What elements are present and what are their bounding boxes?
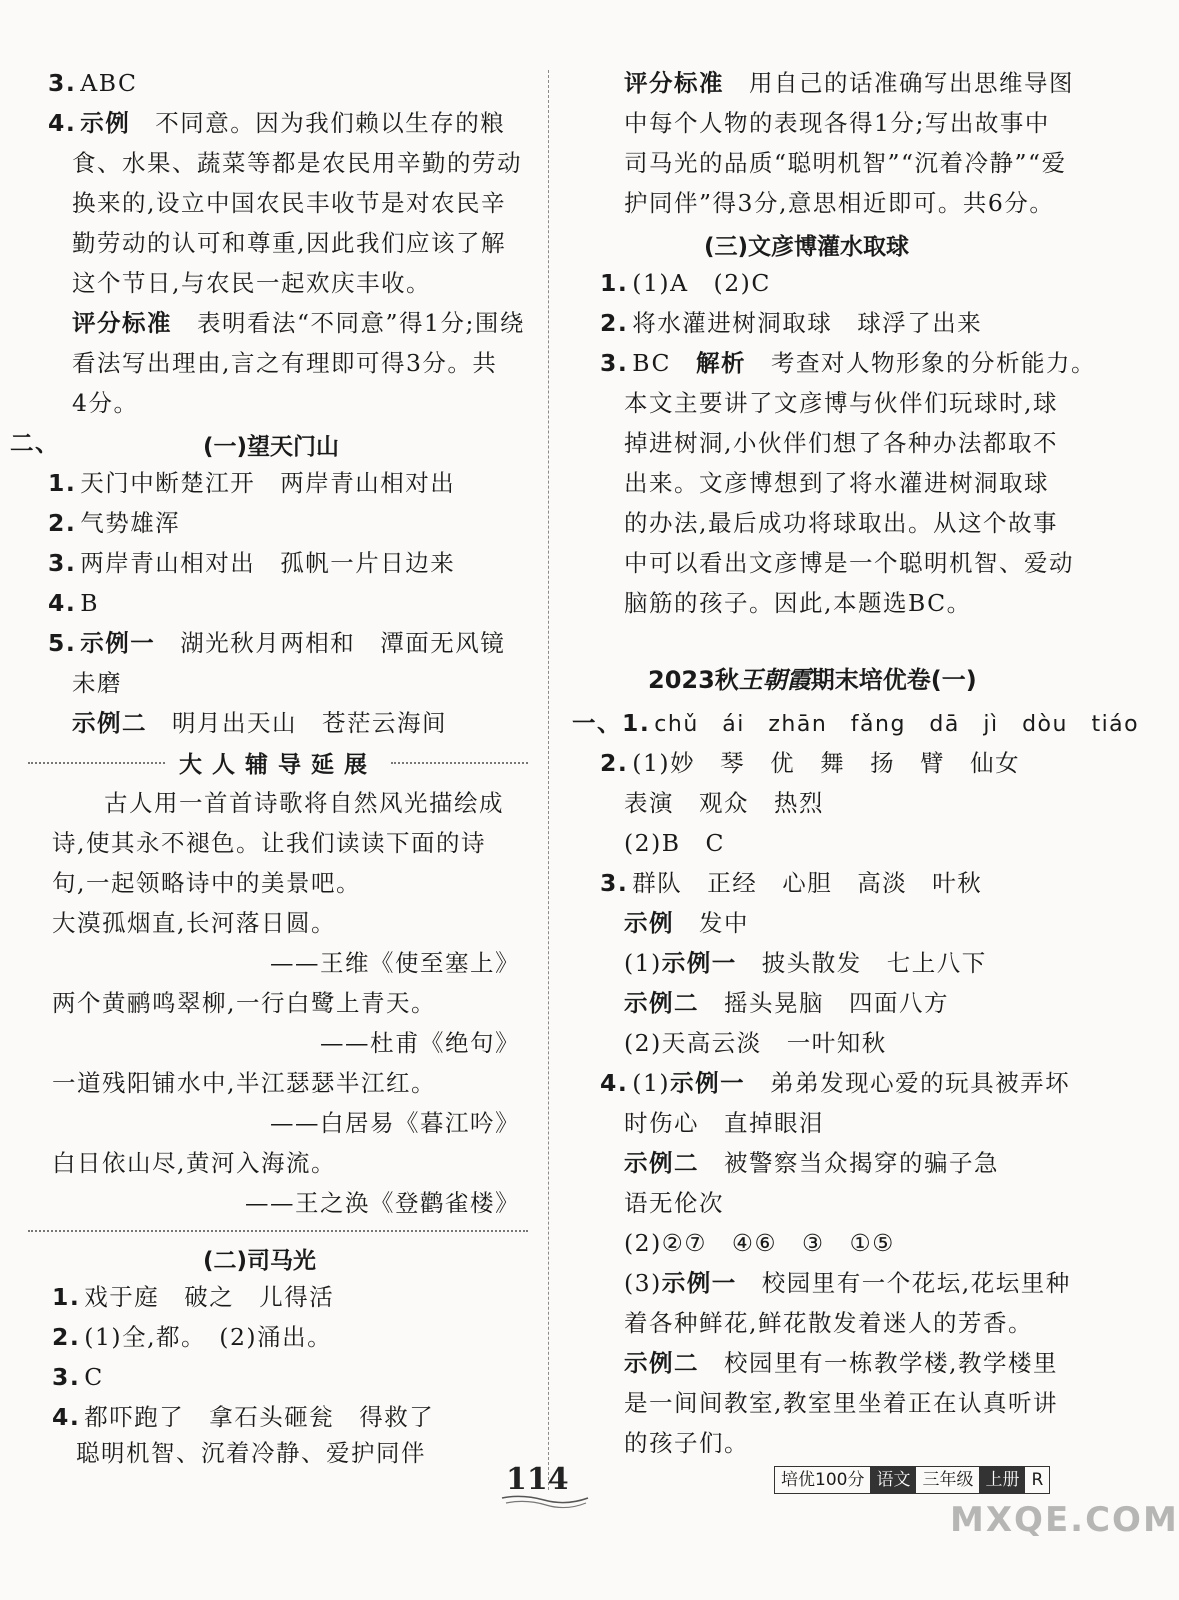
answer-4: 4. 都吓跑了 拿石头砸瓮 得救了 — [52, 1403, 435, 1431]
text-line: 中可以看出文彦博是一个聪明机智、爱动 — [624, 549, 1074, 577]
text-line: 着各种鲜花,鲜花散发着迷人的芳香。 — [624, 1309, 1033, 1337]
text-line: 护同伴”得3分,意思相近即可。共6分。 — [624, 189, 1055, 217]
dotted-rule — [28, 1230, 528, 1232]
answer-3: 3. 群队 正经 心胆 高淡 叶秋 — [600, 869, 983, 897]
answer-1: 1. 天门中断楚江开 两岸青山相对出 — [48, 469, 456, 497]
text-line: 本文主要讲了文彦博与伙伴们玩球时,球 — [624, 389, 1058, 417]
poem-line: 两个黄鹂鸣翠柳,一行白鹭上青天。 — [52, 989, 436, 1017]
watermark: MXQE.COM — [950, 1500, 1179, 1540]
dotted-rule — [391, 762, 528, 764]
section-title: (二)司马光 — [203, 1248, 317, 1274]
poem-source: ——王维《使至塞上》 — [270, 949, 520, 977]
example-2: 示例二 明月出天山 苍茫云海间 — [72, 709, 447, 737]
example-2: 示例二 被警察当众揭穿的骗子急 — [624, 1149, 999, 1177]
text-line: 4分。 — [72, 389, 139, 417]
text-line: 这个节日,与农民一起欢庆丰收。 — [72, 269, 431, 297]
tag-grade: 三年级 — [922, 1470, 974, 1490]
answer-4: 4. B — [48, 589, 100, 617]
text-line: 看法写出理由,言之有理即可得3分。共 — [72, 349, 498, 377]
tag-brand: 培优100分 — [781, 1470, 865, 1490]
answer-1: 1. (1)A (2)C — [600, 269, 771, 297]
text-line: 脑筋的孩子。因此,本题选BC。 — [624, 589, 972, 617]
text-line: 未磨 — [72, 669, 122, 697]
section-title: (三)文彦博灌水取球 — [704, 234, 910, 260]
scoring-standard: 评分标准 表明看法“不同意”得1分;围绕 — [72, 309, 525, 337]
example-1: (1)示例一 披头散发 七上八下 — [624, 949, 987, 977]
wave-ornament — [500, 1494, 590, 1508]
example-2: 示例二 摇头晃脑 四面八方 — [624, 989, 949, 1017]
extension-header — [28, 746, 528, 779]
example-1: (3)示例一 校园里有一个花坛,花坛里种 — [624, 1269, 1071, 1297]
tag-volume: 上册 — [979, 1467, 1025, 1493]
text-line: 勤劳动的认可和尊重,因此我们应该了解 — [72, 229, 506, 257]
answer-3: 3. ABC — [48, 69, 138, 97]
text-line: 时伤心 直掉眼泪 — [624, 1109, 824, 1137]
text-line: 掉进树洞,小伙伴们想了各种办法都取不 — [624, 429, 1058, 457]
answer-2: 2. (1)全,都。 (2)涌出。 — [52, 1323, 333, 1351]
text-line: 出来。文彦博想到了将水灌进树洞取球 — [624, 469, 1049, 497]
exam-title: 2023秋王朝霞期末培优卷(一) — [648, 665, 977, 694]
text-line: 是一间间教室,教室里坐着正在认真听讲 — [624, 1389, 1058, 1417]
text-line: 表演 观众 热烈 — [624, 789, 824, 817]
poem-line: 大漠孤烟直,长河落日圆。 — [52, 909, 336, 937]
text-line: 句,一起领略诗中的美景吧。 — [52, 869, 361, 897]
answer-2: 2. 将水灌进树洞取球 球浮了出来 — [600, 309, 983, 337]
text-line: 司马光的品质“聪明机智”“沉着冷静”“爱 — [624, 149, 1067, 177]
answer-3: 3. 两岸青山相对出 孤帆一片日边来 — [48, 549, 456, 577]
text-line: 的办法,最后成功将球取出。从这个故事 — [624, 509, 1058, 537]
page-number: 114 — [506, 1462, 569, 1497]
poem-line: 一道残阳铺水中,半江瑟瑟半江红。 — [52, 1069, 436, 1097]
example-2: 示例二 校园里有一栋教学楼,教学楼里 — [624, 1349, 1058, 1377]
column-divider — [548, 70, 549, 1490]
text-line: (2)②⑦ ④⑥ ③ ①⑤ — [624, 1229, 895, 1257]
part-mark: 二、 — [10, 429, 60, 457]
text-line: 中每个人物的表现各得1分;写出故事中 — [624, 109, 1050, 137]
text-line: 聪明机智、沉着冷静、爱护同伴 — [76, 1439, 426, 1467]
answer-2: 2. 气势雄浑 — [48, 509, 181, 537]
text-line: 换来的,设立中国农民丰收节是对农民辛 — [72, 189, 506, 217]
text-line: (2)B C — [624, 829, 726, 857]
answer-1: 1. 戏于庭 破之 儿得活 — [52, 1283, 335, 1311]
text-line: 古人用一首首诗歌将自然风光描绘成 — [104, 789, 504, 817]
text-line: (2)天高云淡 一叶知秋 — [624, 1029, 887, 1057]
dotted-rule — [28, 762, 165, 764]
book-tag — [774, 1466, 1050, 1494]
answer-2: 2. (1)妙 琴 优 舞 扬 臂 仙女 — [600, 749, 1021, 777]
answer-1: 一、1. chǔ ái zhān fǎng dā jì dòu tiáo — [572, 709, 1140, 737]
answer-3: 3. BC 解析 考查对人物形象的分析能力。 — [600, 349, 1096, 377]
scoring-standard: 评分标准 用自己的话准确写出思维导图 — [624, 69, 1074, 97]
extension-title: 大人辅导延展 — [179, 752, 377, 778]
answer-5: 5. 示例一 湖光秋月两相和 潭面无风镜 — [48, 629, 506, 657]
brand-logo: 王朝霞 — [738, 665, 811, 694]
answer-4: 4. (1)示例一 弟弟发现心爱的玩具被弄坏 — [600, 1069, 1071, 1097]
example: 示例 发中 — [624, 909, 749, 937]
text-line: 食、水果、蔬菜等都是农民用辛勤的劳动 — [72, 149, 522, 177]
answer-3: 3. C — [52, 1363, 104, 1391]
text-line: 的孩子们。 — [624, 1429, 749, 1457]
answer-4: 4. 示例 不同意。因为我们赖以生存的粮 — [48, 109, 506, 137]
poem-line: 白日依山尽,黄河入海流。 — [52, 1149, 336, 1177]
section-title: (一)望天门山 — [203, 434, 340, 460]
text-line: 诗,使其永不褪色。让我们读读下面的诗 — [52, 829, 486, 857]
poem-source: ——王之涣《登鹳雀楼》 — [245, 1189, 520, 1217]
poem-source: ——杜甫《绝句》 — [320, 1029, 520, 1057]
poem-source: ——白居易《暮江吟》 — [270, 1109, 520, 1137]
text-line: 语无伦次 — [624, 1189, 724, 1217]
tag-subject: 语文 — [870, 1467, 916, 1493]
tag-edition: R — [1031, 1470, 1044, 1490]
